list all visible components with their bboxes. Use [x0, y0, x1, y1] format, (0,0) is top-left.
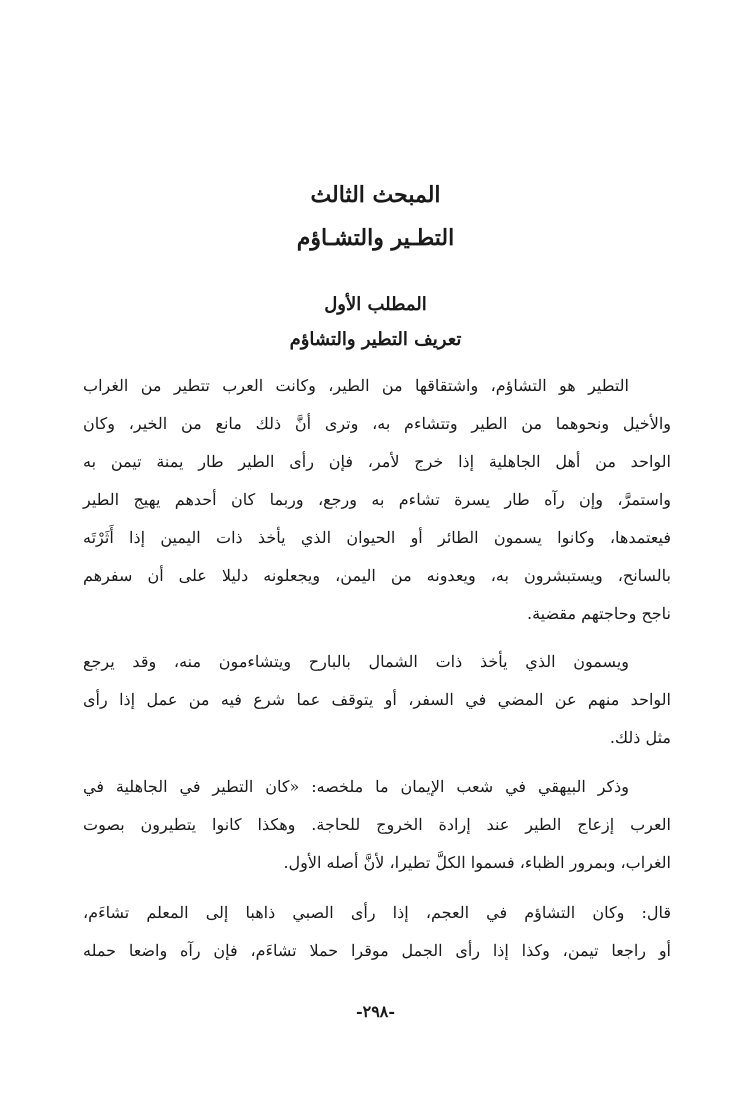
paragraph-2 — [83, 643, 671, 757]
text-line: فيعتمدها، وكانوا يسمون الطائر أو الحيوان الذي يأخذ ذات اليمين إذا أَثَرْتَه — [83, 528, 671, 547]
text-line: مثل ذلك. — [609, 728, 671, 747]
paragraph-3 — [83, 768, 671, 882]
text-line: بالسانح، ويستبشرون به، ويعدونه من اليمن، ويجعلونه دليلا على أن سفرهم — [83, 566, 671, 585]
text-line: واستمرَّ، وإن رآه طار يسرة تشاءم به ورجع، وربما كان أحدهم يهيج الطير — [83, 490, 671, 509]
text-line: وذكر البيهقي في شعب الإيمان ما ملخصه: «كان التطير في الجاهلية في — [83, 777, 629, 796]
paragraph-1 — [83, 367, 671, 633]
paragraph-4 — [83, 894, 671, 970]
text-line: التطير هو التشاؤم، واشتقاقها من الطير، وكانت العرب تتطير من الغراب — [83, 376, 630, 395]
text-line: الواحد من أهل الجاهلية إذا خرج لأمر، فإن رأى الطير طار يمنة تيمن به — [83, 452, 671, 471]
section-title: المطلب الأول — [324, 294, 427, 315]
text-line: العرب إزعاج الطير عند إرادة الخروج للحاجة. وهكذا كانوا يتطيرون بصوت — [83, 815, 671, 834]
text-line: ناجح وحاجتهم مقضية. — [527, 604, 671, 623]
text-line: ويسمون الذي يأخذ ذات الشمال بالبارح ويتشاءمون منه، وقد يرجع — [83, 652, 629, 671]
chapter-title: المبحث الثالث — [310, 182, 441, 208]
text-line: والأخيل ونحوهما من الطير وتتشاءم به، وترى أنَّ ذلك مانع من الخير، وكان — [83, 414, 671, 433]
page-number: -٢٩٨- — [355, 1002, 396, 1021]
text-line: الواحد منهم عن المضي في السفر، أو يتوقف عما شرع فيه من عمل إذا رأى — [83, 690, 671, 709]
text-line: قال: وكان التشاؤم في العجم، إذا رأى الصبي ذاهبا إلى المعلم تشاءَم، — [83, 903, 671, 922]
text-line: الغراب، وبمرور الظباء، فسموا الكلَّ تطيرا، لأنَّ أصله الأول. — [283, 853, 671, 872]
section-subtitle: تعريف التطير والتشاؤم — [289, 329, 462, 350]
chapter-subtitle: التطـير والتشـاؤم — [296, 225, 455, 251]
text-line: أو راجعا تيمن، وكذا إذا رأى الجمل موقرا حملا تشاءَم، فإن رآه واضعا حمله — [83, 941, 671, 960]
